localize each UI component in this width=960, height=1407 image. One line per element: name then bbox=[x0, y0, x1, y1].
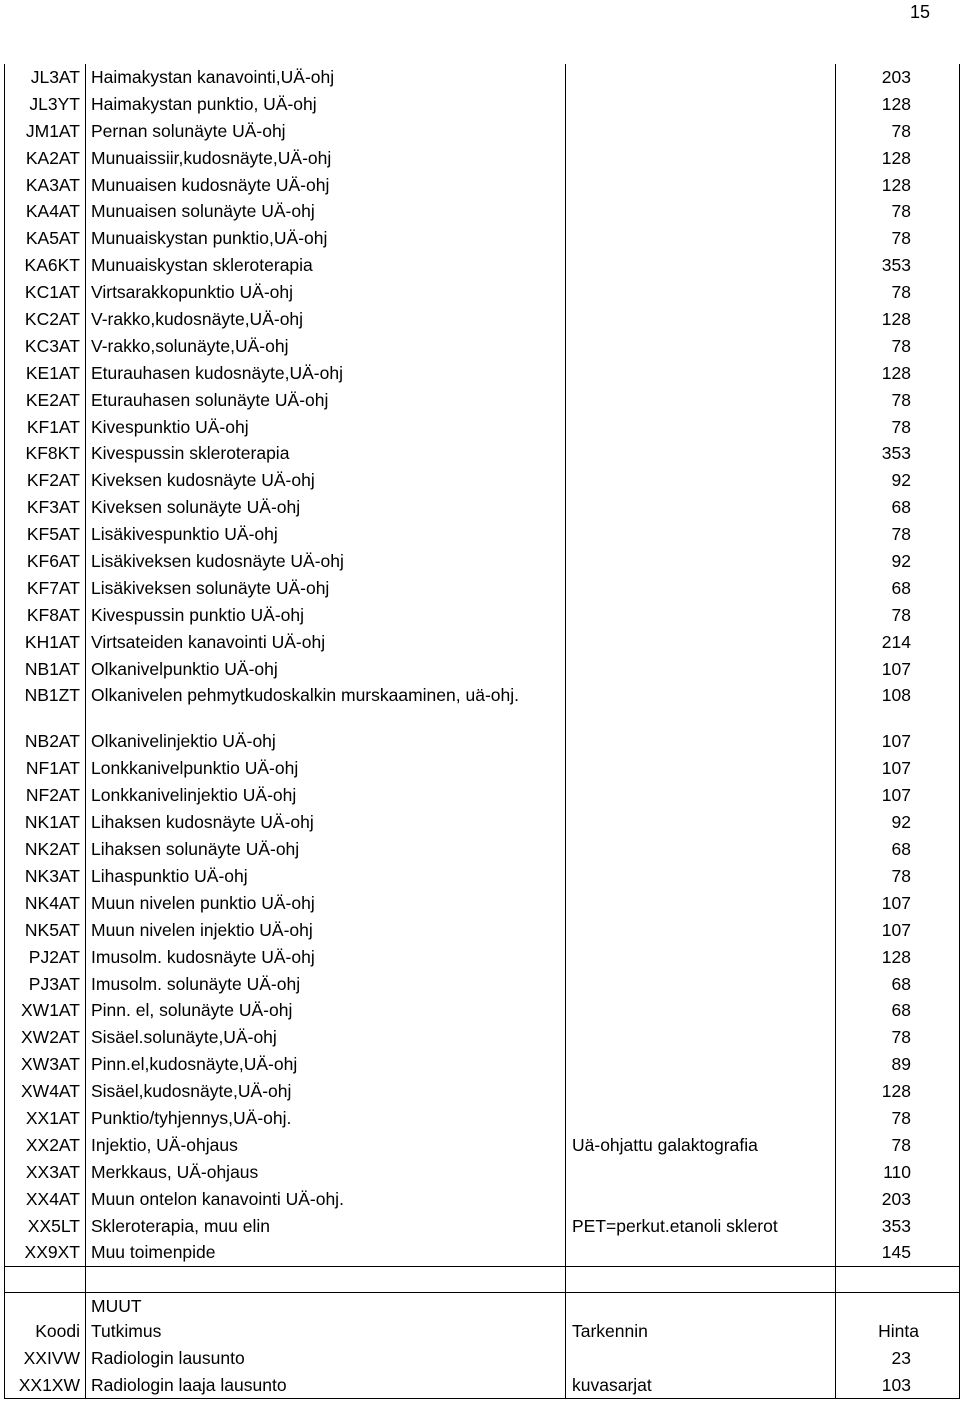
procedure-price: 214 bbox=[836, 629, 960, 656]
procedure-code: KC2AT bbox=[5, 306, 86, 333]
procedure-note bbox=[566, 1051, 836, 1078]
procedure-code: NB2AT bbox=[5, 728, 86, 755]
procedure-code: XW4AT bbox=[5, 1078, 86, 1105]
table-row bbox=[5, 755, 960, 782]
table-row bbox=[5, 836, 960, 863]
procedure-description: Pinn.el,kudosnäyte,UÄ-ohj bbox=[86, 1051, 566, 1078]
table-row bbox=[5, 1239, 960, 1266]
procedure-code: JM1AT bbox=[5, 118, 86, 145]
procedure-note: kuvasarjat bbox=[566, 1372, 836, 1399]
table-row bbox=[5, 1213, 960, 1240]
empty-cell bbox=[836, 1292, 960, 1318]
procedure-code: XW1AT bbox=[5, 997, 86, 1024]
procedure-code: NF2AT bbox=[5, 782, 86, 809]
procedure-description: Kivespussin punktio UÄ-ohj bbox=[86, 602, 566, 629]
procedure-price: 92 bbox=[836, 548, 960, 575]
procedure-note bbox=[566, 64, 836, 91]
table-row bbox=[5, 118, 960, 145]
procedure-price: 78 bbox=[836, 387, 960, 414]
procedure-code: XX1AT bbox=[5, 1105, 86, 1132]
procedure-code: KA6KT bbox=[5, 252, 86, 279]
procedure-description: Lisäkivespunktio UÄ-ohj bbox=[86, 521, 566, 548]
procedure-note bbox=[566, 306, 836, 333]
procedure-code: XW3AT bbox=[5, 1051, 86, 1078]
procedure-price: 203 bbox=[836, 1186, 960, 1213]
procedure-code: PJ2AT bbox=[5, 944, 86, 971]
table-row bbox=[5, 997, 960, 1024]
procedure-description: Lisäkiveksen solunäyte UÄ-ohj bbox=[86, 575, 566, 602]
empty-cell bbox=[86, 1266, 566, 1292]
procedure-code: XX2AT bbox=[5, 1132, 86, 1159]
procedure-description: Kivespussin skleroterapia bbox=[86, 440, 566, 467]
procedure-price: 92 bbox=[836, 467, 960, 494]
procedure-note bbox=[566, 682, 836, 728]
procedure-description: Haimakystan kanavointi,UÄ-ohj bbox=[86, 64, 566, 91]
procedure-price: 107 bbox=[836, 917, 960, 944]
procedure-price: 110 bbox=[836, 1159, 960, 1186]
procedure-code: XX9XT bbox=[5, 1239, 86, 1266]
procedure-note bbox=[566, 782, 836, 809]
procedure-description: Imusolm. solunäyte UÄ-ohj bbox=[86, 971, 566, 998]
table-row bbox=[5, 91, 960, 118]
header-description: Tutkimus bbox=[86, 1318, 566, 1345]
column-header-row bbox=[5, 1318, 960, 1345]
table-row bbox=[5, 414, 960, 441]
procedure-code: XXIVW bbox=[5, 1345, 86, 1372]
empty-cell bbox=[5, 1266, 86, 1292]
procedure-note bbox=[566, 225, 836, 252]
procedure-code: KF5AT bbox=[5, 521, 86, 548]
table-row bbox=[5, 602, 960, 629]
empty-cell bbox=[566, 1266, 836, 1292]
table-row bbox=[5, 467, 960, 494]
procedure-code: KH1AT bbox=[5, 629, 86, 656]
procedure-note bbox=[566, 656, 836, 683]
procedure-note bbox=[566, 944, 836, 971]
procedure-note bbox=[566, 279, 836, 306]
procedure-note bbox=[566, 971, 836, 998]
procedure-note bbox=[566, 198, 836, 225]
procedure-code: NK4AT bbox=[5, 890, 86, 917]
procedure-note bbox=[566, 172, 836, 199]
procedure-description: Sisäel,kudosnäyte,UÄ-ohj bbox=[86, 1078, 566, 1105]
procedure-note bbox=[566, 118, 836, 145]
separator-row bbox=[5, 1266, 960, 1292]
procedure-note bbox=[566, 575, 836, 602]
procedure-price: 68 bbox=[836, 575, 960, 602]
procedure-note bbox=[566, 494, 836, 521]
table-row bbox=[5, 1186, 960, 1213]
procedure-price: 78 bbox=[836, 414, 960, 441]
header-note: Tarkennin bbox=[566, 1318, 836, 1345]
procedure-description: Virtsateiden kanavointi UÄ-ohj bbox=[86, 629, 566, 656]
table-row bbox=[5, 279, 960, 306]
table-row bbox=[5, 863, 960, 890]
table-row bbox=[5, 306, 960, 333]
procedure-note bbox=[566, 414, 836, 441]
procedure-description: Olkanivelen pehmytkudoskalkin murskaaminen, uä-ohj. bbox=[86, 682, 566, 728]
procedure-description: Muun nivelen punktio UÄ-ohj bbox=[86, 890, 566, 917]
procedure-note bbox=[566, 521, 836, 548]
procedure-code: KC1AT bbox=[5, 279, 86, 306]
procedure-note bbox=[566, 333, 836, 360]
procedure-code: JL3AT bbox=[5, 64, 86, 91]
table-row bbox=[5, 971, 960, 998]
procedure-code: NB1AT bbox=[5, 656, 86, 683]
procedure-code: KE1AT bbox=[5, 360, 86, 387]
procedure-code: NK2AT bbox=[5, 836, 86, 863]
procedure-description: Lihaksen solunäyte UÄ-ohj bbox=[86, 836, 566, 863]
procedure-description: Muun nivelen injektio UÄ-ohj bbox=[86, 917, 566, 944]
procedure-note bbox=[566, 548, 836, 575]
procedure-note bbox=[566, 252, 836, 279]
table-row bbox=[5, 252, 960, 279]
procedure-price: 107 bbox=[836, 656, 960, 683]
procedure-description: Munuaisen kudosnäyte UÄ-ohj bbox=[86, 172, 566, 199]
procedure-note bbox=[566, 728, 836, 755]
table-row bbox=[5, 890, 960, 917]
procedure-price: 128 bbox=[836, 944, 960, 971]
procedure-price: 78 bbox=[836, 279, 960, 306]
procedure-code: KF2AT bbox=[5, 467, 86, 494]
procedure-price: 353 bbox=[836, 1213, 960, 1240]
header-price: Hinta bbox=[836, 1318, 960, 1345]
procedure-code: XX4AT bbox=[5, 1186, 86, 1213]
procedure-price: 78 bbox=[836, 198, 960, 225]
procedure-note bbox=[566, 890, 836, 917]
procedure-note bbox=[566, 629, 836, 656]
procedure-price: 78 bbox=[836, 1132, 960, 1159]
procedure-description: Imusolm. kudosnäyte UÄ-ohj bbox=[86, 944, 566, 971]
procedure-code: KF7AT bbox=[5, 575, 86, 602]
procedure-code: NB1ZT bbox=[5, 682, 86, 728]
procedure-price: 78 bbox=[836, 1105, 960, 1132]
procedure-note bbox=[566, 1239, 836, 1266]
procedure-note bbox=[566, 917, 836, 944]
procedure-note bbox=[566, 440, 836, 467]
procedure-price: 128 bbox=[836, 172, 960, 199]
procedure-price: 68 bbox=[836, 494, 960, 521]
procedure-code: KF1AT bbox=[5, 414, 86, 441]
procedure-price: 107 bbox=[836, 890, 960, 917]
procedure-description: Punktio/tyhjennys,UÄ-ohj. bbox=[86, 1105, 566, 1132]
procedure-note bbox=[566, 467, 836, 494]
procedure-price: 78 bbox=[836, 118, 960, 145]
procedure-description: Virtsarakkopunktio UÄ-ohj bbox=[86, 279, 566, 306]
table-row bbox=[5, 1078, 960, 1105]
procedure-description: Pinn. el, solunäyte UÄ-ohj bbox=[86, 997, 566, 1024]
empty-cell bbox=[836, 1266, 960, 1292]
table-row bbox=[5, 944, 960, 971]
procedure-code: KC3AT bbox=[5, 333, 86, 360]
table-row bbox=[5, 387, 960, 414]
procedure-description: Eturauhasen kudosnäyte,UÄ-ohj bbox=[86, 360, 566, 387]
table-row bbox=[5, 1024, 960, 1051]
procedure-price: 107 bbox=[836, 728, 960, 755]
procedure-price: 107 bbox=[836, 782, 960, 809]
procedure-price: 353 bbox=[836, 252, 960, 279]
table-row bbox=[5, 494, 960, 521]
procedure-note bbox=[566, 997, 836, 1024]
procedure-code: NK1AT bbox=[5, 809, 86, 836]
procedure-price: 78 bbox=[836, 602, 960, 629]
procedure-description: Haimakystan punktio, UÄ-ohj bbox=[86, 91, 566, 118]
procedure-description: Lonkkanivelinjektio UÄ-ohj bbox=[86, 782, 566, 809]
procedure-price: 145 bbox=[836, 1239, 960, 1266]
procedure-price: 78 bbox=[836, 333, 960, 360]
table-row bbox=[5, 809, 960, 836]
procedure-price: 78 bbox=[836, 1024, 960, 1051]
table-row bbox=[5, 521, 960, 548]
table-row bbox=[5, 682, 960, 728]
procedure-description: Lihaksen kudosnäyte UÄ-ohj bbox=[86, 809, 566, 836]
table-row bbox=[5, 629, 960, 656]
procedure-note bbox=[566, 1345, 836, 1372]
table-row bbox=[5, 1051, 960, 1078]
procedure-description: Kiveksen kudosnäyte UÄ-ohj bbox=[86, 467, 566, 494]
procedure-note bbox=[566, 91, 836, 118]
procedure-code: KA2AT bbox=[5, 145, 86, 172]
procedure-price: 103 bbox=[836, 1372, 960, 1399]
procedure-price: 203 bbox=[836, 64, 960, 91]
procedure-note bbox=[566, 360, 836, 387]
procedure-code: KE2AT bbox=[5, 387, 86, 414]
procedure-code: KA3AT bbox=[5, 172, 86, 199]
procedure-description: V-rakko,solunäyte,UÄ-ohj bbox=[86, 333, 566, 360]
table-row bbox=[5, 728, 960, 755]
procedure-description: Kivespunktio UÄ-ohj bbox=[86, 414, 566, 441]
procedure-description: Pernan solunäyte UÄ-ohj bbox=[86, 118, 566, 145]
procedure-price: 78 bbox=[836, 225, 960, 252]
table-row bbox=[5, 1132, 960, 1159]
procedure-note bbox=[566, 836, 836, 863]
procedure-price: 128 bbox=[836, 1078, 960, 1105]
procedure-note bbox=[566, 387, 836, 414]
procedure-code: XX3AT bbox=[5, 1159, 86, 1186]
procedure-code: KA4AT bbox=[5, 198, 86, 225]
procedure-price: 353 bbox=[836, 440, 960, 467]
procedure-price: 89 bbox=[836, 1051, 960, 1078]
procedure-description: Radiologin laaja lausunto bbox=[86, 1372, 566, 1399]
procedure-description: Munuaiskystan punktio,UÄ-ohj bbox=[86, 225, 566, 252]
procedure-code: KF8KT bbox=[5, 440, 86, 467]
procedure-note bbox=[566, 809, 836, 836]
procedure-note bbox=[566, 755, 836, 782]
procedure-description: Olkanivelinjektio UÄ-ohj bbox=[86, 728, 566, 755]
procedure-description: Olkanivelpunktio UÄ-ohj bbox=[86, 656, 566, 683]
procedure-description: Munuaiskystan skleroterapia bbox=[86, 252, 566, 279]
procedure-code: KF3AT bbox=[5, 494, 86, 521]
table-row bbox=[5, 1372, 960, 1399]
procedure-description: Munuaisen solunäyte UÄ-ohj bbox=[86, 198, 566, 225]
section-title-row bbox=[5, 1292, 960, 1318]
table-row bbox=[5, 64, 960, 91]
procedure-note: PET=perkut.etanoli sklerot bbox=[566, 1213, 836, 1240]
price-table bbox=[4, 64, 960, 1399]
procedure-price: 128 bbox=[836, 360, 960, 387]
procedure-note bbox=[566, 1024, 836, 1051]
procedure-code: KA5AT bbox=[5, 225, 86, 252]
procedure-note bbox=[566, 1105, 836, 1132]
procedure-note bbox=[566, 1186, 836, 1213]
procedure-note bbox=[566, 145, 836, 172]
table-row bbox=[5, 1105, 960, 1132]
procedure-description: Radiologin lausunto bbox=[86, 1345, 566, 1372]
price-table-body bbox=[5, 64, 960, 1399]
procedure-note bbox=[566, 863, 836, 890]
procedure-price: 78 bbox=[836, 863, 960, 890]
procedure-description: Muun ontelon kanavointi UÄ-ohj. bbox=[86, 1186, 566, 1213]
procedure-price: 128 bbox=[836, 306, 960, 333]
page-number: 15 bbox=[909, 2, 930, 22]
table-row bbox=[5, 360, 960, 387]
table-row bbox=[5, 575, 960, 602]
procedure-note: Uä-ohjattu galaktografia bbox=[566, 1132, 836, 1159]
procedure-note bbox=[566, 1159, 836, 1186]
procedure-code: NK5AT bbox=[5, 917, 86, 944]
procedure-description: V-rakko,kudosnäyte,UÄ-ohj bbox=[86, 306, 566, 333]
table-row bbox=[5, 440, 960, 467]
procedure-description: Munuaissiir,kudosnäyte,UÄ-ohj bbox=[86, 145, 566, 172]
procedure-price: 107 bbox=[836, 755, 960, 782]
procedure-description: Skleroterapia, muu elin bbox=[86, 1213, 566, 1240]
procedure-description: Kiveksen solunäyte UÄ-ohj bbox=[86, 494, 566, 521]
procedure-description: Lonkkanivelpunktio UÄ-ohj bbox=[86, 755, 566, 782]
procedure-description: Eturauhasen solunäyte UÄ-ohj bbox=[86, 387, 566, 414]
procedure-code: XX5LT bbox=[5, 1213, 86, 1240]
table-row bbox=[5, 198, 960, 225]
procedure-price: 78 bbox=[836, 521, 960, 548]
procedure-description: Lihaspunktio UÄ-ohj bbox=[86, 863, 566, 890]
header-code: Koodi bbox=[5, 1318, 86, 1345]
procedure-code: KF8AT bbox=[5, 602, 86, 629]
section-title: MUUT bbox=[86, 1292, 566, 1318]
procedure-code: XX1XW bbox=[5, 1372, 86, 1399]
procedure-price: 92 bbox=[836, 809, 960, 836]
empty-cell bbox=[5, 1292, 86, 1318]
table-row bbox=[5, 333, 960, 360]
procedure-price: 68 bbox=[836, 971, 960, 998]
procedure-code: KF6AT bbox=[5, 548, 86, 575]
procedure-description: Lisäkiveksen kudosnäyte UÄ-ohj bbox=[86, 548, 566, 575]
table-row bbox=[5, 782, 960, 809]
procedure-code: PJ3AT bbox=[5, 971, 86, 998]
procedure-code: XW2AT bbox=[5, 1024, 86, 1051]
table-row bbox=[5, 172, 960, 199]
table-row bbox=[5, 656, 960, 683]
procedure-price: 128 bbox=[836, 91, 960, 118]
procedure-code: NK3AT bbox=[5, 863, 86, 890]
table-row bbox=[5, 917, 960, 944]
table-row bbox=[5, 1345, 960, 1372]
procedure-description: Sisäel.solunäyte,UÄ-ohj bbox=[86, 1024, 566, 1051]
procedure-description: Muu toimenpide bbox=[86, 1239, 566, 1266]
procedure-code: NF1AT bbox=[5, 755, 86, 782]
procedure-price: 128 bbox=[836, 145, 960, 172]
procedure-price: 68 bbox=[836, 836, 960, 863]
procedure-note bbox=[566, 1078, 836, 1105]
table-row bbox=[5, 225, 960, 252]
table-row bbox=[5, 548, 960, 575]
table-row bbox=[5, 145, 960, 172]
empty-cell bbox=[566, 1292, 836, 1318]
procedure-price: 68 bbox=[836, 997, 960, 1024]
procedure-description: Merkkaus, UÄ-ohjaus bbox=[86, 1159, 566, 1186]
procedure-price: 108 bbox=[836, 682, 960, 728]
procedure-description: Injektio, UÄ-ohjaus bbox=[86, 1132, 566, 1159]
procedure-code: JL3YT bbox=[5, 91, 86, 118]
table-row bbox=[5, 1159, 960, 1186]
procedure-note bbox=[566, 602, 836, 629]
procedure-price: 23 bbox=[836, 1345, 960, 1372]
